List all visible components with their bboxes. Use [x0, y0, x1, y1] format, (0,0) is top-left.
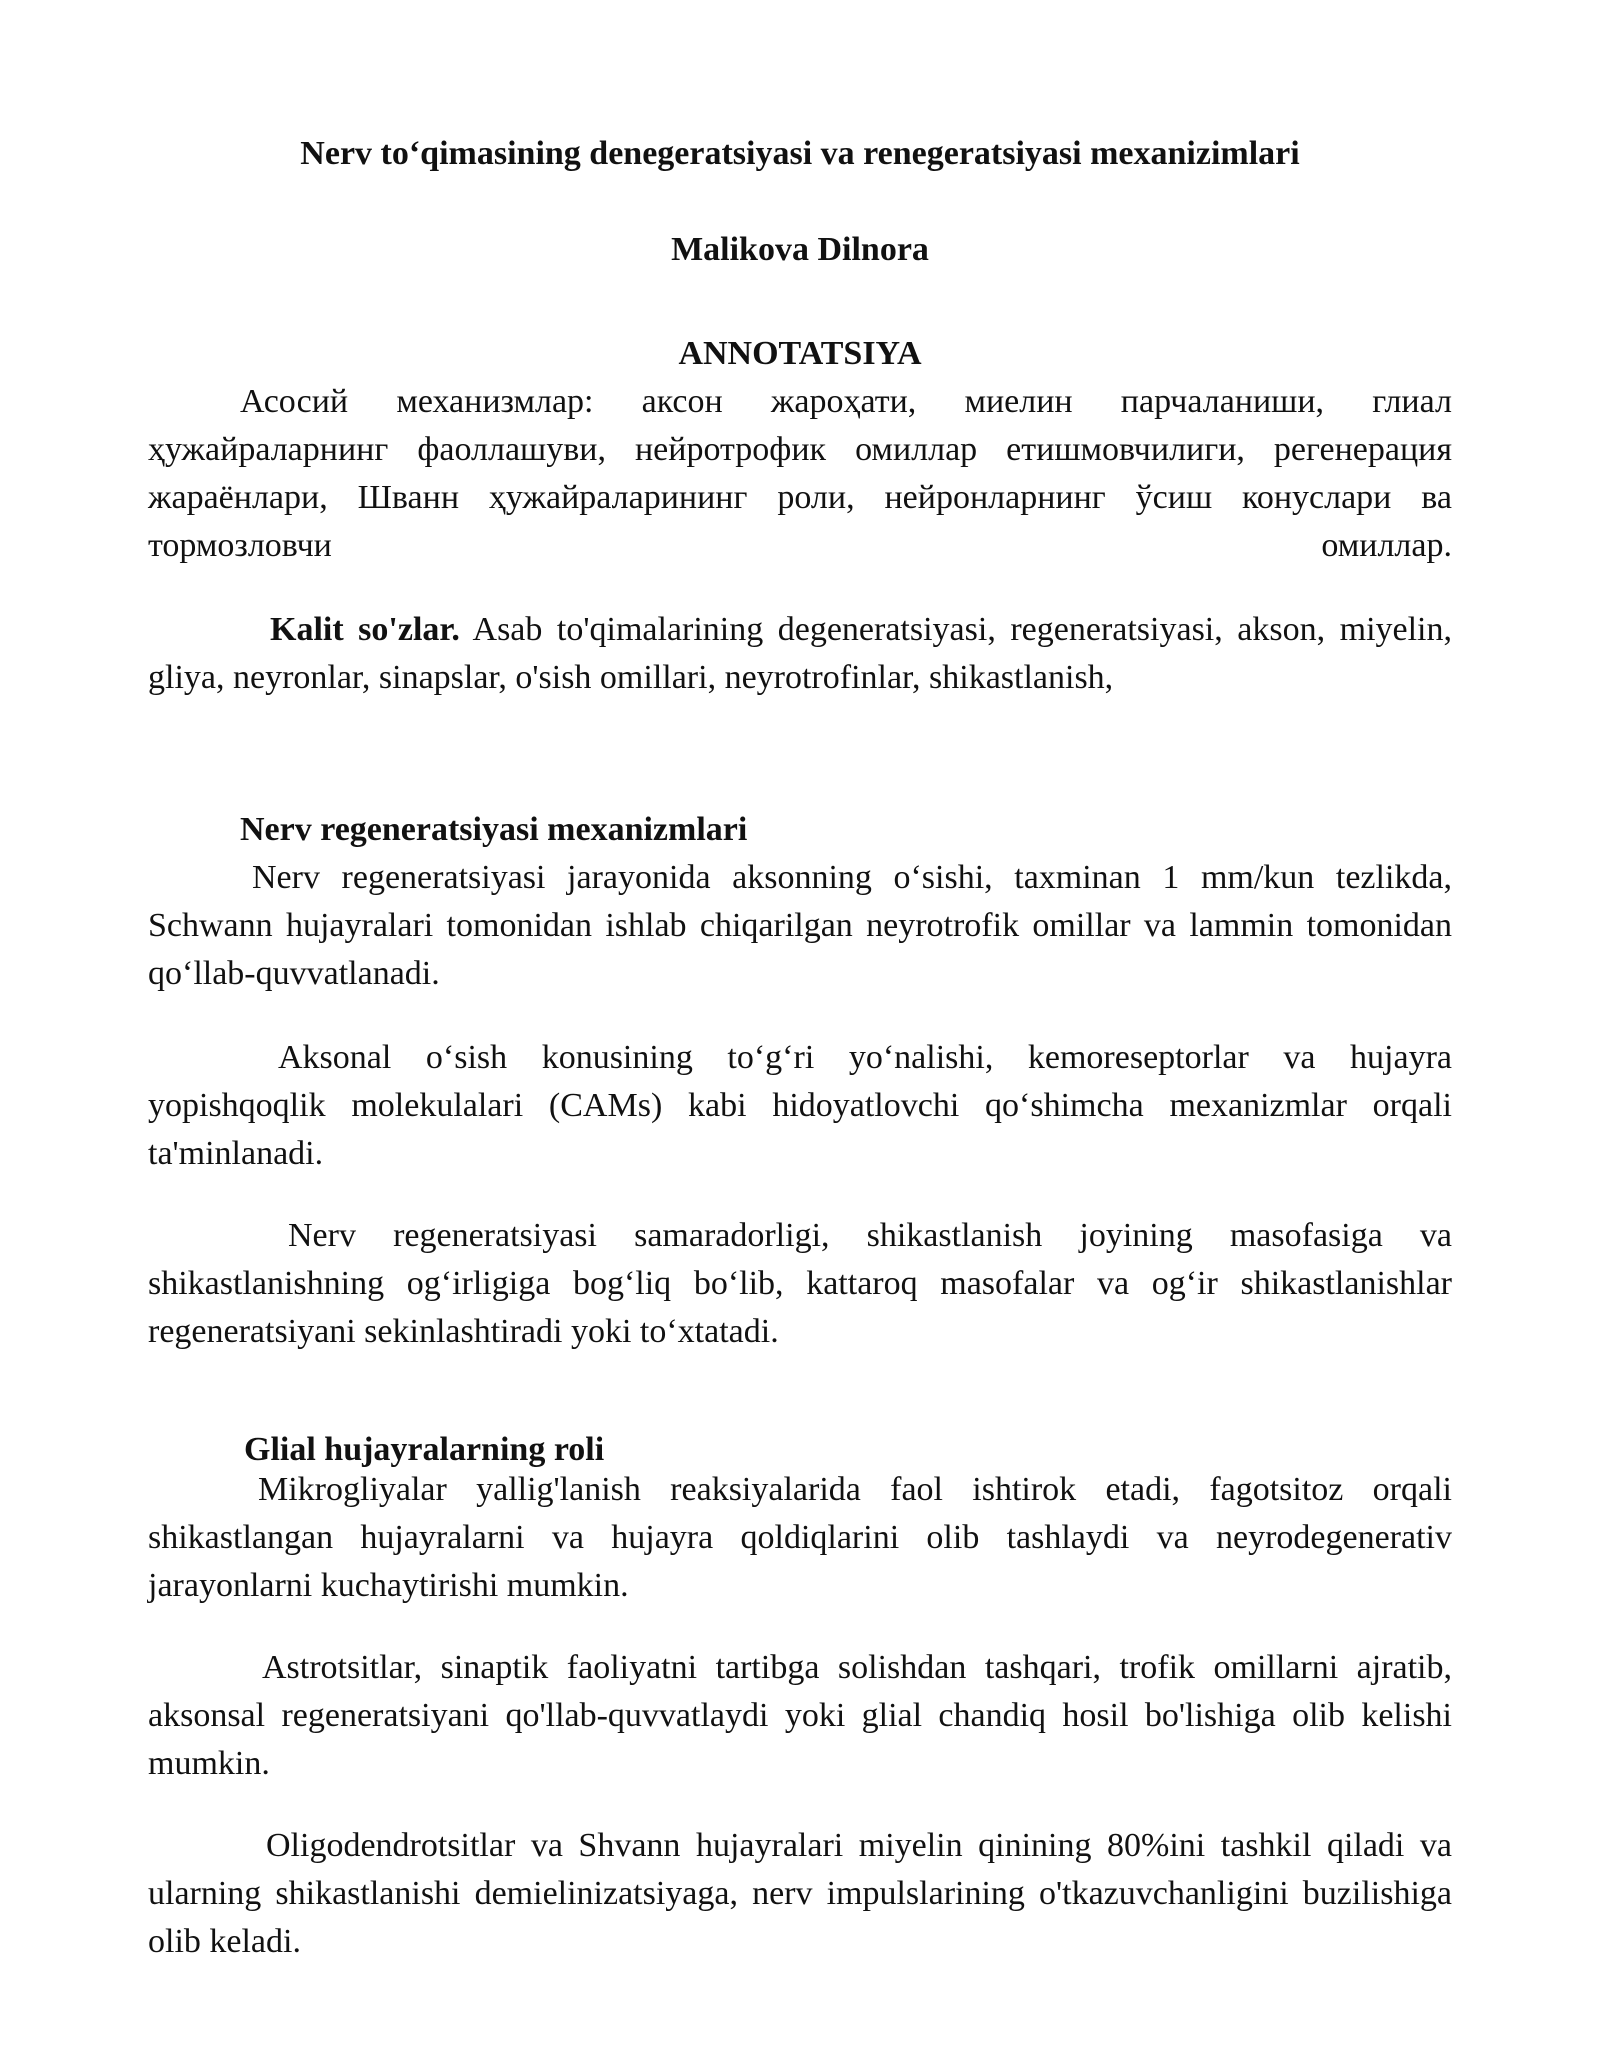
- keywords-text: Asab to'qimalarining degeneratsiyasi, regeneratsiyasi, akson, miyelin, gliya, neyronlar, sinapslar, o'sish omillari, neyrotrofinlar, shikastlanish,: [148, 611, 1452, 696]
- paragraph: Nerv regeneratsiyasi samaradorligi, shikastlanish joyining masofasiga va shikastlanishning og‘irligiga bog‘liq bo‘lib, kattaroq masofalar va og‘ir shikastlanishlar regeneratsiyani sekinlashtiradi yoki to‘xtatadi.: [148, 1217, 1452, 1350]
- keywords-paragraph: [148, 606, 1452, 702]
- author-name: Malikova Dilnora: [671, 231, 929, 268]
- abstract-text-end: омиллар.: [1321, 527, 1452, 564]
- keywords-label: Kalit so'zlar.: [270, 611, 460, 648]
- section-heading-nerve-regeneration: Nerv regeneratsiyasi mexanizmlari: [240, 811, 748, 848]
- section-heading-glial-cells: Glial hujayralarning roli: [244, 1431, 605, 1468]
- paragraph: Oligodendrotsitlar va Shvann hujayralari miyelin qinining 80%ini tashkil qiladi va ularning shikastlanishi demielinizatsiyaga, nerv impulslarining o'tkazuvchanligini buzilishiga olib keladi.: [148, 1827, 1452, 1960]
- paragraph: Nerv regeneratsiyasi jarayonida aksonning o‘sishi, taxminan 1 mm/kun tezlikda, Schwann hujayralari tomonidan ishlab chiqarilgan neyrotrofik omillar va lammin tomonidan qo‘llab-quvvatlanadi.: [148, 859, 1452, 992]
- paragraph: Aksonal o‘sish konusining to‘g‘ri yo‘nalishi, kemoreseptorlar va hujayra yopishqoqlik molekulalari (CAMs) kabi hidoyatlovchi qo‘shimcha mexanizmlar orqali ta'minlanadi.: [148, 1039, 1452, 1172]
- document-title: Nerv to‘qimasining denegeratsiyasi va renegeratsiyasi mexanizimlari: [300, 135, 1300, 172]
- abstract-text: Асосий механизмлар: аксон жароҳати, миелин парчаланиши, глиал ҳужайраларнинг фаоллашуви, нейротрофик омиллар етишмовчилиги, регенерация жараёнлари, Шванн ҳужайраларининг роли, нейронларнинг ўсиш конуслари ва тормозловчи: [148, 383, 1452, 564]
- paragraph: Mikrogliyalar yallig'lanish reaksiyalarida faol ishtirok etadi, fagotsitoz orqali shikastlangan hujayralarni va hujayra qoldiqlarini olib tashlaydi va neyrodegenerativ jarayonlarni kuchaytirishi mumkin.: [148, 1471, 1452, 1604]
- paragraph: Astrotsitlar, sinaptik faoliyatni tartibga solishdan tashqari, trofik omillarni ajratib, aksonsal regeneratsiyani qo'llab-quvvatlaydi yoki glial chandiq hosil bo'lishiga olib kelishi mumkin.: [148, 1649, 1452, 1782]
- abstract-paragraph: [148, 378, 1452, 570]
- abstract-heading: ANNOTATSIYA: [678, 335, 922, 372]
